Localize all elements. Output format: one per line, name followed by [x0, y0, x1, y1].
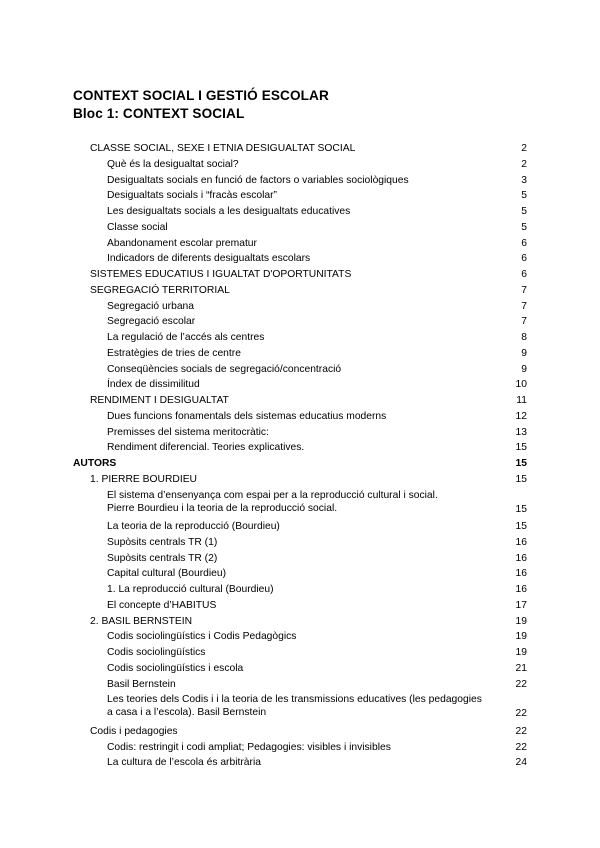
toc-entry-page-number: 5	[521, 190, 527, 202]
toc-entry-title: Dues funcions fonamentals dels sistemas educatius moderns	[107, 410, 387, 422]
toc-entry-page-number: 9	[521, 347, 527, 359]
toc-entry[interactable]	[107, 314, 527, 330]
toc-entry-title: La teoria de la reproducció (Bourdieu)	[107, 521, 280, 532]
toc-entry[interactable]	[107, 519, 527, 535]
toc-entry-title: Què és la desigualtat social?	[107, 158, 239, 170]
toc-entry[interactable]	[107, 692, 527, 722]
toc-entry[interactable]	[107, 425, 527, 441]
toc-entry-page-number: 6	[521, 253, 527, 265]
toc-entry[interactable]	[107, 598, 527, 614]
toc-entry[interactable]	[107, 346, 527, 362]
toc-entry-title: Codis sociolingüístics	[107, 647, 206, 658]
toc-entry[interactable]	[107, 251, 527, 267]
toc-entry-page-number: 2	[521, 143, 527, 154]
toc-entry[interactable]	[107, 362, 527, 378]
toc-entry-title: Codis: restringit i codi ampliat; Pedagogies: visibles i invisibles	[107, 741, 391, 753]
toc-entry-page-number: 15	[515, 473, 527, 485]
toc-entry-title: Rendiment diferencial. Teories explicatives.	[107, 442, 305, 454]
document-subtitle: Bloc 1: CONTEXT SOCIAL	[73, 106, 245, 121]
toc-entry-title: Segregació urbana	[107, 300, 195, 312]
toc-entry[interactable]	[107, 535, 527, 551]
toc-entry-title: AUTORS	[73, 458, 117, 469]
toc-entry-title: RENDIMENT I DESIGUALTAT	[90, 395, 229, 406]
toc-entry-title: Les desigualtats socials a les desigualtats educatives	[107, 206, 351, 217]
toc-entry[interactable]	[107, 645, 527, 661]
toc-entry-page-number: 5	[521, 221, 527, 233]
toc-entry-page-number: 8	[521, 332, 527, 343]
toc-entry-page-number: 15	[515, 503, 527, 515]
toc-entry[interactable]	[90, 283, 527, 299]
toc-entry[interactable]	[107, 740, 527, 756]
toc-entry-page-number: 6	[521, 269, 527, 280]
toc-entry-page-number: 3	[521, 174, 527, 186]
toc-entry-page-number: 15	[515, 442, 527, 454]
toc-entry-page-number: 21	[515, 662, 527, 674]
toc-entry[interactable]	[107, 220, 527, 236]
toc-entry[interactable]	[107, 566, 527, 582]
toc-entry[interactable]	[90, 141, 527, 157]
toc-entry-title: 1. PIERRE BOURDIEU	[90, 473, 197, 485]
toc-entry-page-number: 19	[515, 647, 527, 658]
toc-entry-title: El concepte d’HABITUS	[107, 599, 217, 611]
toc-entry[interactable]	[90, 393, 527, 409]
toc-entry-page-number: 16	[515, 568, 527, 580]
toc-entry-title	[107, 489, 438, 515]
toc-entry-page-number: 7	[521, 300, 527, 312]
toc-entry[interactable]	[107, 330, 527, 346]
toc-entry-page-number: 24	[515, 757, 527, 769]
toc-entry-title: La regulació de l’accés als centres	[107, 332, 265, 343]
toc-entry[interactable]	[107, 188, 527, 204]
toc-entry-page-number: 11	[516, 395, 527, 406]
toc-entry-title: Supòsits centrals TR (1)	[107, 536, 218, 548]
toc-entry-page-number: 12	[515, 410, 527, 422]
document-title: CONTEXT SOCIAL I GESTIÓ ESCOLAR	[73, 88, 329, 103]
toc-entry-title: Capital cultural (Bourdieu)	[107, 568, 227, 580]
toc-entry[interactable]	[107, 173, 527, 189]
toc-entry[interactable]	[107, 488, 527, 518]
toc-entry-page-number: 16	[515, 552, 527, 564]
toc-entry-title: Codis sociolingüístics i Codis Pedagògics	[107, 631, 297, 643]
toc-entry-title: La cultura de l’escola és arbitrària	[107, 757, 261, 769]
toc-entry[interactable]	[107, 551, 527, 567]
toc-entry-page-number: 7	[521, 316, 527, 328]
toc-entry-page-number: 10	[515, 379, 527, 391]
toc-entry-title-line1: Les teories dels Codis i i la teoria de les transmissions educatives (les pedagogies	[107, 694, 482, 706]
toc-entry-title: Premisses del sistema meritocràtic:	[107, 426, 269, 438]
toc-entry-title: Abandonament escolar prematur	[107, 237, 257, 249]
toc-entry-page-number: 19	[515, 615, 527, 627]
toc-entry[interactable]	[107, 661, 527, 677]
toc-entry-title: Segregació escolar	[107, 316, 196, 328]
toc-entry-page-number: 22	[515, 708, 527, 720]
toc-entry-page-number: 5	[521, 206, 527, 217]
toc-entry-title: Classe social	[107, 221, 168, 233]
toc-entry-page-number: 22	[515, 741, 527, 753]
toc-entry-page-number: 22	[515, 678, 527, 690]
toc-entry-page-number: 15	[515, 521, 527, 532]
toc-entry-page-number: 7	[521, 284, 527, 296]
toc-entry[interactable]	[107, 440, 527, 456]
toc-entry-page-number: 15	[515, 458, 527, 469]
toc-entry-title-line2: Pierre Bourdieu i la teoria de la reproducció social.	[107, 502, 338, 514]
toc-entry-title: SISTEMES EDUCATIUS I IGUALTAT D'OPORTUNITATS	[90, 269, 352, 280]
toc-entry-page-number: 19	[515, 631, 527, 643]
toc-entry[interactable]	[107, 377, 527, 393]
toc-entry-page-number: 16	[515, 584, 527, 595]
toc-entry-page-number: 6	[521, 237, 527, 249]
toc-entry[interactable]	[107, 236, 527, 252]
toc-entry-title: Indicadors de diferents desigualtats escolars	[107, 253, 311, 265]
toc-entry[interactable]	[90, 724, 527, 740]
toc-entry-title: SEGREGACIÓ TERRITORIAL	[90, 284, 230, 296]
toc-entry[interactable]	[107, 299, 527, 315]
toc-entry-page-number: 2	[521, 158, 527, 170]
toc-entry[interactable]	[107, 755, 527, 771]
toc-entry-title: Basil Bernstein	[107, 678, 176, 690]
toc-entry-page-number: 17	[515, 599, 527, 611]
toc-entry-page-number: 13	[515, 426, 527, 438]
toc-entry-page-number: 9	[521, 363, 527, 375]
toc-entry-page-number: 16	[515, 536, 527, 548]
toc-entry-title: Supòsits centrals TR (2)	[107, 552, 218, 564]
toc-entry[interactable]	[107, 677, 527, 693]
toc-entry-title: Desigualtats socials i “fracàs escolar”	[107, 190, 277, 202]
toc-entry[interactable]	[90, 267, 527, 283]
toc-entry[interactable]	[90, 614, 527, 630]
toc-entry[interactable]	[107, 204, 527, 220]
toc-entry-title: Conseqüències socials de segregació/concentració	[107, 363, 342, 375]
toc-entry-title	[107, 693, 482, 719]
toc-entry[interactable]	[107, 582, 527, 598]
toc-entry-title-line1: El sistema d’ensenyança com espai per a la reproducció cultural i social.	[107, 489, 438, 501]
toc-entry-title: Codis sociolingüístics i escola	[107, 662, 244, 674]
toc-entry-title: Estratègies de tries de centre	[107, 347, 241, 359]
toc-entry-title: Desigualtats socials en funció de factors o variables sociològiques	[107, 174, 409, 186]
toc-entry-title: 2. BASIL BERNSTEIN	[90, 615, 193, 627]
toc-entry-title: 1. La reproducció cultural (Bourdieu)	[107, 584, 274, 595]
toc-entry[interactable]	[73, 456, 527, 472]
toc-entry[interactable]	[107, 629, 527, 645]
toc-entry-title: Índex de dissimilitud	[107, 379, 200, 391]
toc-entry[interactable]	[107, 409, 527, 425]
toc-entry-title: CLASSE SOCIAL, SEXE I ETNIA DESIGUALTAT SOCIAL	[90, 143, 356, 154]
toc-entry[interactable]	[90, 472, 527, 488]
toc-entry-title-line2: a casa i a l’escola). Basil Bernstein	[107, 707, 267, 719]
toc-entry-page-number: 22	[515, 725, 527, 737]
toc-entry-title: Codis i pedagogies	[90, 725, 178, 737]
toc-entry[interactable]	[107, 157, 527, 173]
